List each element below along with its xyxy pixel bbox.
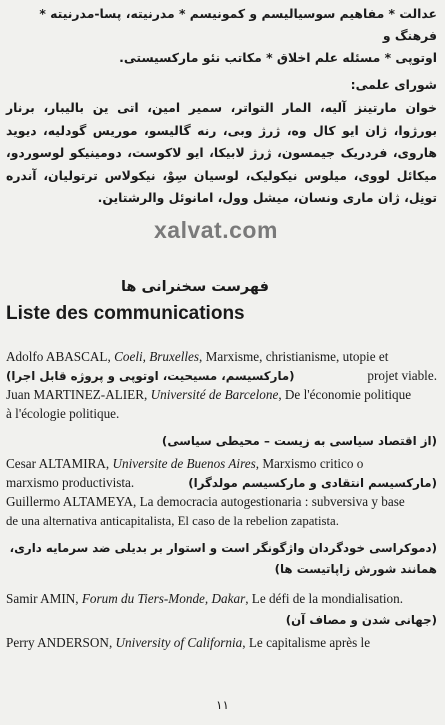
author-affiliation: Forum du Tiers-Monde, Dakar xyxy=(81,591,246,606)
author-affiliation: Coeli, Bruxelles xyxy=(114,349,200,364)
talk-title-persian: (دموکراسی خودگردان واژگونگر است و استوار بر بدیلی ضد سرمایه داری، xyxy=(9,541,437,555)
topics-paragraph xyxy=(6,3,437,69)
list-item: Adolfo ABASCAL, Coeli, Bruxelles, Marxisme, christianisme, utopie et xyxy=(6,349,389,364)
talk-title: Le capitalisme après le xyxy=(248,635,371,650)
list-item: Samir AMIN, Forum du Tiers-Monde, Dakar, Le défi de la mondialisation. xyxy=(6,591,404,606)
topics-line: عدالت * مفاهیم سوسیالیسم و کمونیسم * مدرنیته، پسا-مدرنیته * فرهنگ و xyxy=(39,6,437,43)
talk-title-continued: à l'écologie politique. xyxy=(6,406,120,421)
author-name: Perry ANDERSON xyxy=(6,635,109,650)
list-item: Perry ANDERSON, University of California, Le capitalisme après le xyxy=(6,635,371,650)
watermark: xalvat.com xyxy=(154,217,278,243)
list-heading-french: Liste des communications xyxy=(6,303,245,324)
author-name: Cesar ALTAMIRA xyxy=(6,456,106,471)
author-name: Guillermo ALTAMEYA xyxy=(6,494,134,509)
talk-title-persian: همانند شورش زاپاتیست ها) xyxy=(274,562,437,576)
council-members: خوان مارتینز آلیه، المار التواتر، سمیر امین، اتی ین بالیبار، برنار بورژوا، ژان ایو کال وه، ژرژ وبی، رنه گالیسو، موریس گودلیه، دیوید هاروی، فردریک جیمسون، ژرژ لابیکا، ایو لاکوست، دومینیکو لوسوردو، میکائل لووی، میلوس نیکولیک، لوسیان سِوْ، نیکولاس ترتولیان، آندره تونِل، ژان ماری ونسان، میشل وول، امانوئل والرشتاین. xyxy=(6,100,437,205)
author-affiliation: University of California xyxy=(115,635,243,650)
author-name: Juan MARTINEZ-ALIER xyxy=(6,387,145,402)
talk-title: Le défi de la mondialisation. xyxy=(251,591,404,606)
author-affiliation: Universite de Buenos Aires xyxy=(112,456,256,471)
council-title: شورای علمی: xyxy=(350,77,437,92)
list-item: Cesar ALTAMIRA, Universite de Buenos Aires, Marxismo critico o xyxy=(6,456,364,471)
list-item: Juan MARTINEZ-ALIER, Université de Barcelone, De l'économie politique xyxy=(6,387,412,402)
talk-title-persian: (جهانی شدن و مصاف آن) xyxy=(285,613,437,627)
talk-title: Marxisme, christianisme, utopie et xyxy=(205,349,389,364)
talk-title-continued: de una alternativa anticapitalista, El caso de la rebelion zapatista. xyxy=(6,514,339,528)
author-name: Samir AMIN xyxy=(6,591,76,606)
talk-title-persian: (مارکسیسم انتقادی و مارکسیسم مولدگرا) xyxy=(188,476,437,490)
talk-title: La democracia autogestionaria : subversiva y base xyxy=(139,494,405,509)
list-item-line xyxy=(6,474,437,492)
talk-title: De l'économie politique xyxy=(284,387,412,402)
list-heading-persian: فهرست سخنرانی ها xyxy=(120,279,269,295)
topics-line: اوتوپی * مسئله علم اخلاق * مکاتب نئو مارکسیستی. xyxy=(119,50,437,65)
list-item: Guillermo ALTAMEYA, La democracia autogestionaria : subversiva y base xyxy=(6,494,405,509)
author-affiliation: Université de Barcelone xyxy=(150,387,279,402)
page-number: ۱۱ xyxy=(216,698,229,712)
list-item-line xyxy=(6,367,437,385)
talk-title: Marxismo critico o xyxy=(262,456,364,471)
talk-title-persian: (مارکسیسم، مسیحیت، اوتوپی و پروژه قابل اجرا) xyxy=(6,369,295,383)
author-name: Adolfo ABASCAL xyxy=(6,349,108,364)
talk-title-persian: (از اقتصاد سیاسی به زیست – محیطی سیاسی) xyxy=(161,434,437,448)
talk-title-continued: projet viable. xyxy=(367,368,437,383)
talk-title-continued: marxismo productivista. xyxy=(6,475,135,490)
